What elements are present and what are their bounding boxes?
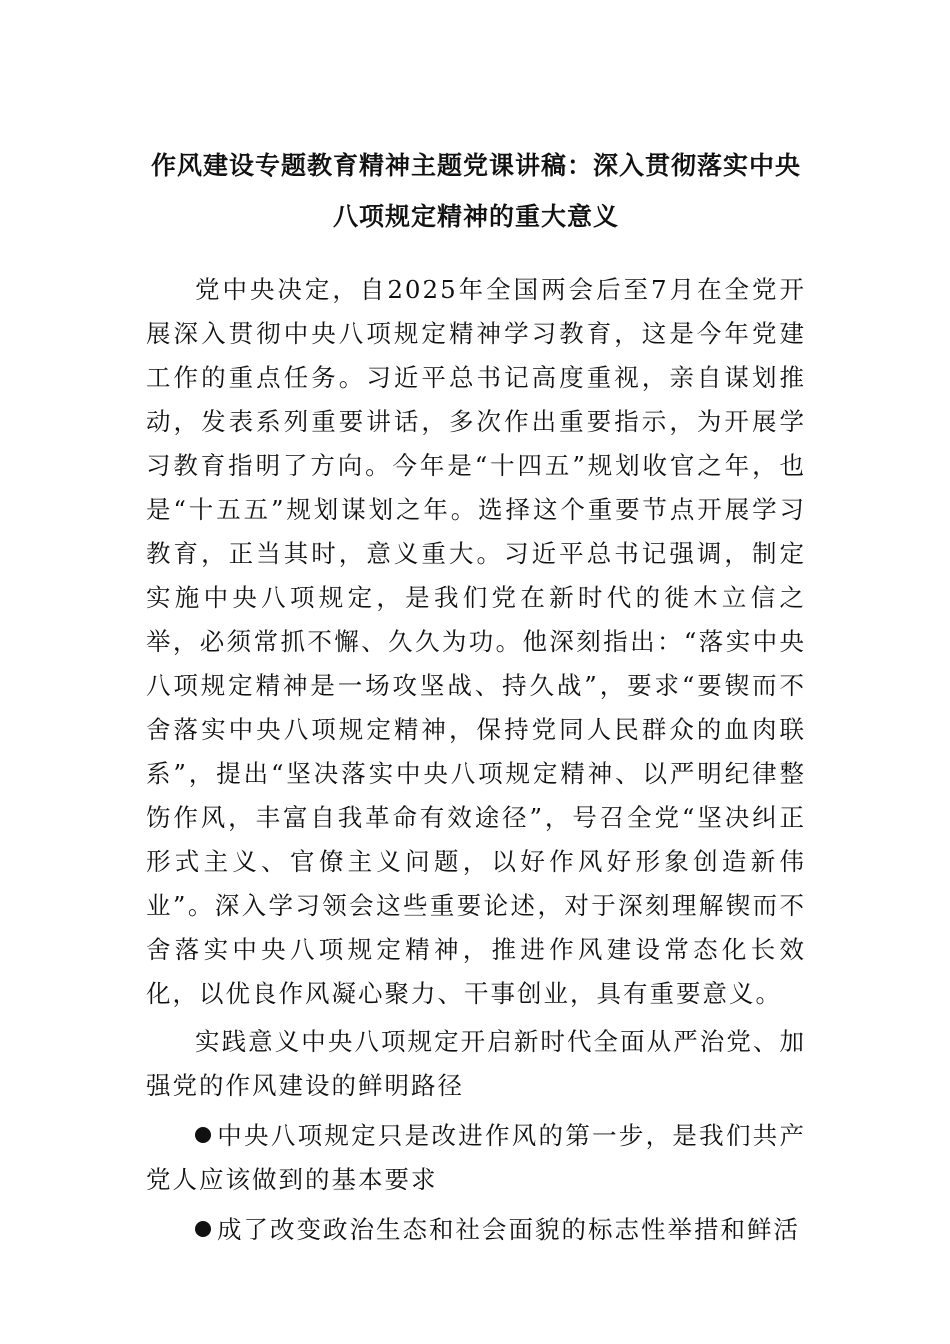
document-title <box>126 140 826 242</box>
bullet-item <box>146 1114 806 1202</box>
bullet-dot-icon <box>195 1221 211 1237</box>
bullet-text: 成了改变政治生态和社会面貌的标志性举措和鲜活 <box>217 1215 800 1244</box>
title-line-1: 作风建设专题教育精神主题党课讲稿：深入贯彻落实中央 <box>150 151 801 180</box>
title-line-2: 八项规定精神的重大意义 <box>332 202 619 231</box>
document-page <box>146 140 806 1252</box>
bullet-item <box>146 1208 806 1252</box>
document-body <box>146 268 806 1252</box>
section-heading: 实践意义中央八项规定开启新时代全面从严治党、加强党的作风建设的鲜明路径 <box>146 1027 806 1100</box>
bullet-text: 中央八项规定只是改进作风的第一步，是我们共产党人应该做到的基本要求 <box>146 1121 806 1194</box>
bullet-dot-icon <box>195 1127 211 1143</box>
body-paragraph: 党中央决定，自2025年全国两会后至7月在全党开展深入贯彻中央八项规定精神学习教育，这是今年党建工作的重点任务。习近平总书记高度重视，亲自谋划推动，发表系列重要讲话，多次作出重要指示，为开展学习教育指明了方向。今年是“十四五”规划收官之年，也是“十五五”规划谋划之年。选择这个重要节点开展学习教育，正当其时，意义重大。习近平总书记强调，制定实施中央八项规定，是我们党在新时代的徙木立信之举，必须常抓不懈、久久为功。他深刻指出：“落实中央八项规定精神是一场攻坚战、持久战”，要求“要锲而不舍落实中央八项规定精神，保持党同人民群众的血肉联系”，提出“坚决落实中央八项规定精神、以严明纪律整饬作风，丰富自我革命有效途径”，号召全党“坚决纠正形式主义、官僚主义问题，以好作风好形象创造新伟业”。深入学习领会这些重要论述，对于深刻理解锲而不舍落实中央八项规定精神，推进作风建设常态化长效化，以优良作风凝心聚力、干事创业，具有重要意义。 <box>146 275 806 1008</box>
